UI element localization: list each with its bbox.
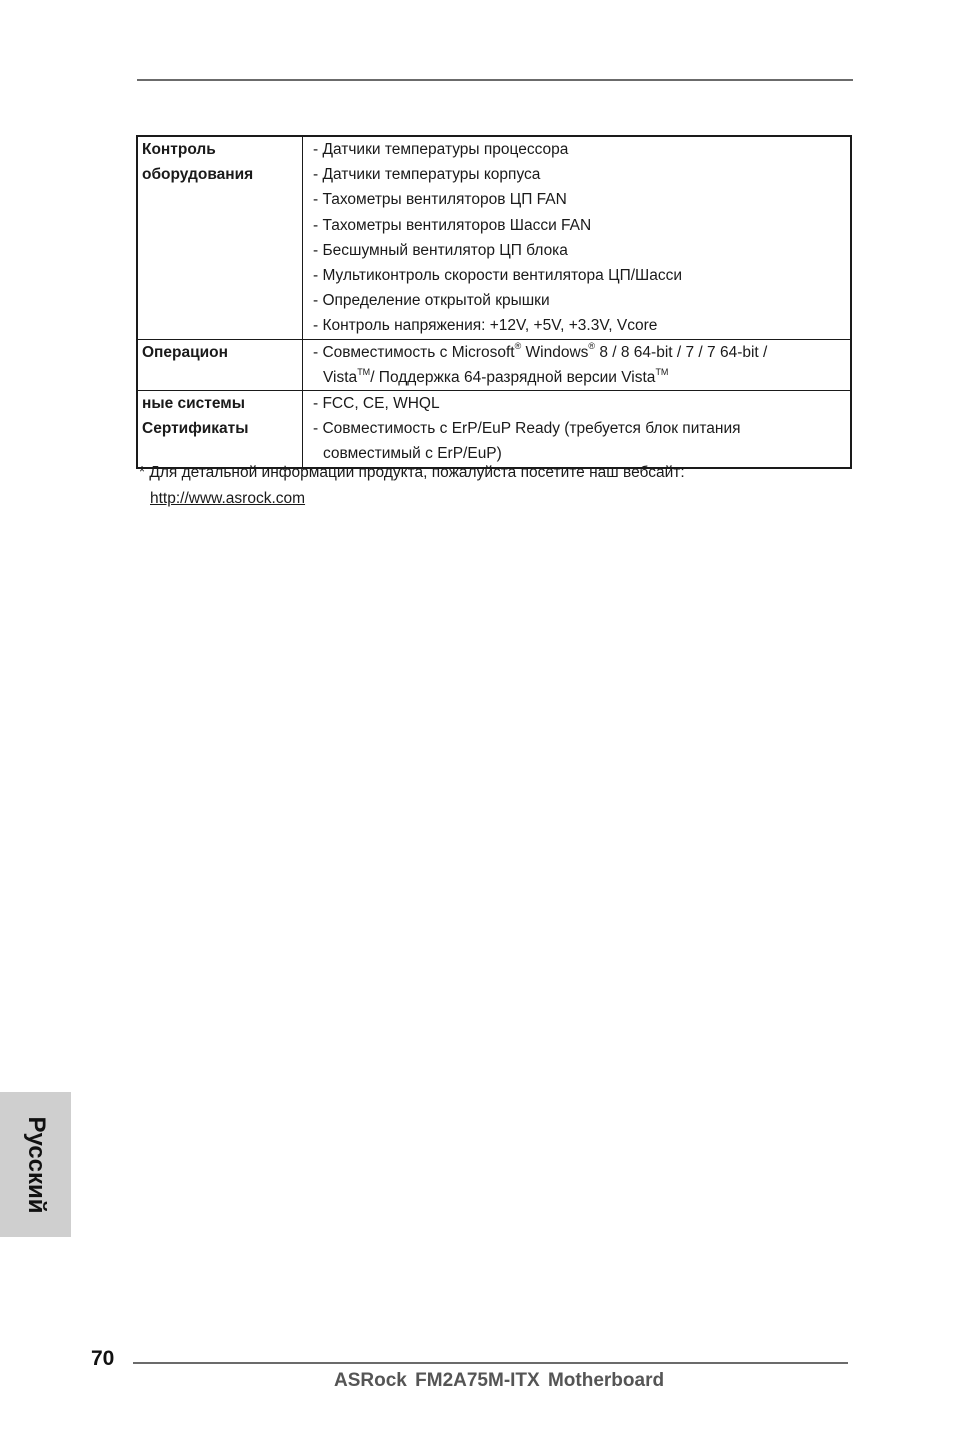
spec-item: - Бесшумный вентилятор ЦП блока (313, 241, 568, 259)
spec-item: - Мультиконтроль скорости вентилятора ЦП/Шасси (313, 267, 682, 285)
website-link[interactable]: http://www.asrock.com (150, 490, 306, 507)
spec-table (136, 135, 852, 469)
spec-row-os (137, 339, 851, 390)
language-tab-label: Русский (22, 1116, 50, 1213)
spec-row-certifications (137, 391, 851, 468)
spec-item: - FCC, CE, WHQL (313, 395, 440, 413)
spec-label-hardware-monitor (137, 136, 303, 339)
spec-item: - Тахометры вентиляторов ЦП FAN (313, 191, 567, 209)
label-line: ные системы (142, 395, 246, 413)
page-number: 70 (91, 1347, 115, 1370)
spec-item: - Определение открытой крышки (313, 292, 550, 310)
footer-title: ASRock FM2A75M-ITX Motherboard (334, 1370, 665, 1391)
spec-item-continuation: совместимый с ErP/EuP) (323, 445, 502, 463)
spec-item: - Тахометры вентиляторов Шасси FAN (313, 216, 592, 234)
spec-item: - Датчики температуры корпуса (313, 166, 541, 184)
spec-label-os (137, 339, 303, 390)
spec-item: - Совместимость с ErP/EuP Ready (требуется блок питания (313, 420, 741, 438)
footnote (139, 460, 685, 512)
spec-item: - Контроль напряжения: +12V, +5V, +3.3V, Vcore (313, 317, 658, 335)
spec-value-hardware-monitor (303, 136, 852, 339)
os-line-2: Vista™/ Поддержка 64-разрядной версии Vista™ (323, 366, 669, 386)
label-line: Сертификаты (142, 420, 249, 438)
footnote-text: * Для детальной информации продукта, пожалуйста посетите наш вебсайт: (139, 464, 685, 481)
label-line: Операцион (142, 343, 229, 361)
language-tab (0, 1092, 71, 1237)
label-line: оборудования (142, 166, 254, 184)
spec-item: - Датчики температуры процессора (313, 141, 569, 158)
spec-value-certifications (303, 391, 852, 468)
spec-row-hardware-monitor (137, 136, 851, 339)
bottom-rule (133, 1362, 848, 1364)
top-rule (137, 79, 853, 81)
label-line: Контроль (142, 141, 216, 158)
os-line-1: - Совместимость с Microsoft® Windows® 8 / 8 64-bit / 7 / 7 64-bit / (313, 341, 768, 361)
spec-value-os (303, 339, 852, 390)
spec-label-certifications (137, 391, 303, 468)
